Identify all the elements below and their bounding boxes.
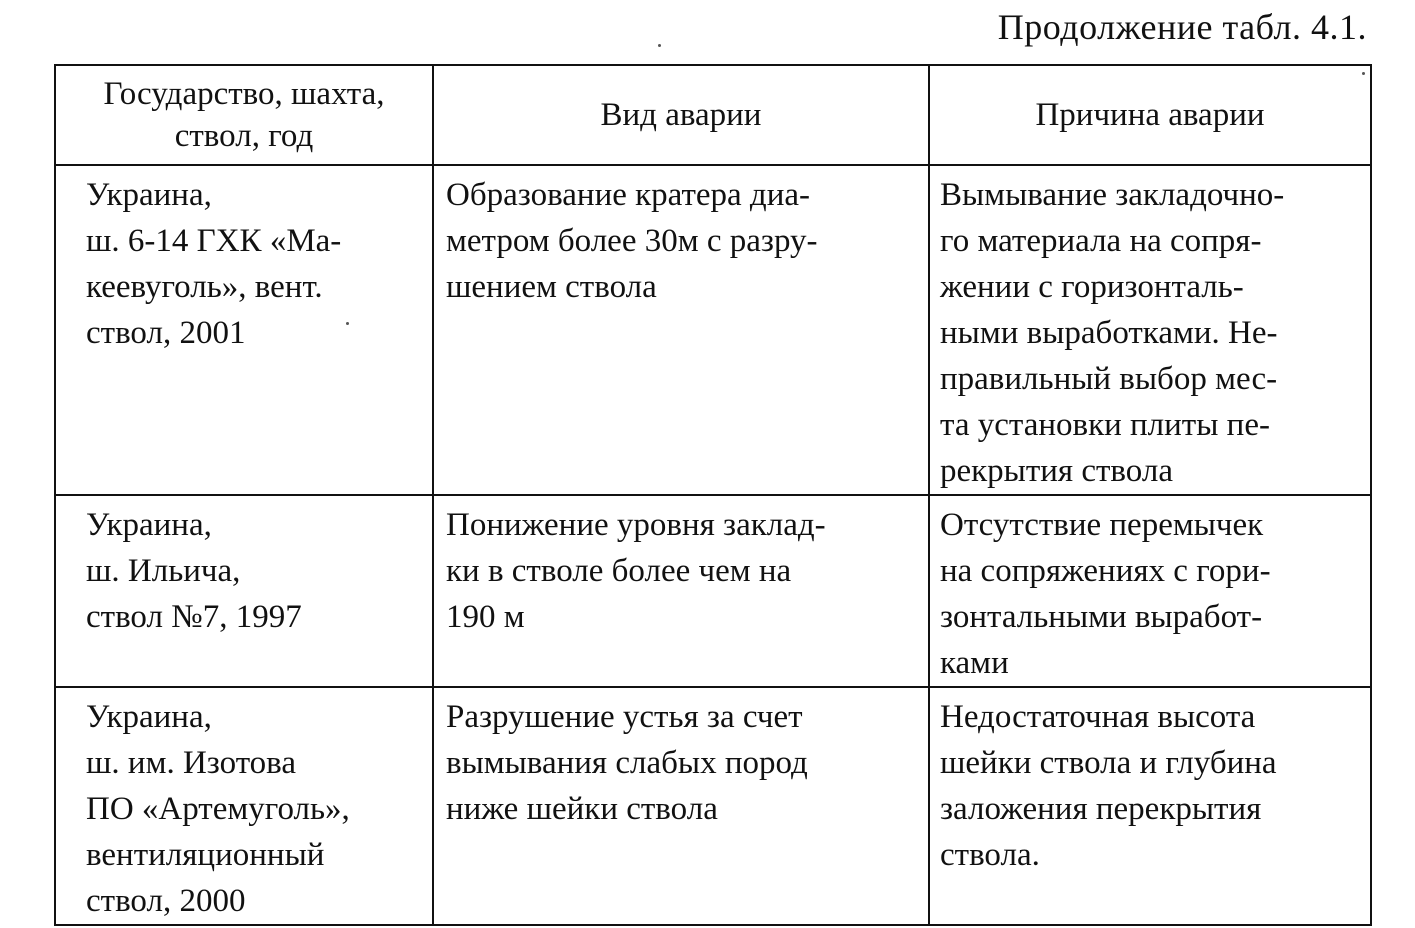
cell-line: ки в стволе более чем на [446, 553, 792, 589]
header-accident-cause [929, 65, 1371, 165]
cell-line: метром более 30м с разру- [446, 223, 818, 259]
table-row [55, 687, 1371, 925]
cell-line: ствола. [940, 837, 1040, 873]
cell-line: го материала на сопря- [940, 223, 1262, 259]
cell-accident-type [433, 495, 929, 687]
header-line: Вид аварии [600, 97, 762, 133]
cell-line: правильный выбор мес- [940, 361, 1278, 397]
cell-accident-type [433, 687, 929, 925]
cell-line: жении с горизонталь- [940, 269, 1244, 305]
cell-line: Разрушение устья за счет [446, 699, 803, 735]
header-line: Государство, шахта, [103, 76, 385, 112]
table-header-row [55, 65, 1371, 165]
cell-line: Недостаточная высота [940, 699, 1256, 735]
header-accident-type [433, 65, 929, 165]
cell-line: Украина, [86, 699, 212, 735]
cell-country-mine [55, 165, 433, 495]
cell-line: рекрытия ствола [940, 453, 1173, 489]
cell-line: зонтальными выработ- [940, 599, 1263, 635]
cell-line: ствол, 2001 [86, 315, 246, 351]
cell-line: та установки плиты пе- [940, 407, 1270, 443]
cell-line: ПО «Артемуголь», [86, 791, 350, 827]
table-row [55, 165, 1371, 495]
cell-line: Понижение уровня заклад- [446, 507, 826, 543]
cell-line: ствол, 2000 [86, 883, 246, 919]
cell-line: на сопряжениях с гори- [940, 553, 1271, 589]
cell-line: ш. Ильича, [86, 553, 241, 589]
cell-line: кеевуголь», вент. [86, 269, 323, 305]
cell-line: ш. 6-14 ГХК «Ма- [86, 223, 342, 259]
cell-line: вымывания слабых пород [446, 745, 808, 781]
cell-line: шейки ствола и глубина [940, 745, 1277, 781]
accident-table [54, 64, 1372, 926]
cell-country-mine [55, 687, 433, 925]
cell-country-mine [55, 495, 433, 687]
cell-line: Образование кратера диа- [446, 177, 810, 213]
cell-line: Украина, [86, 507, 212, 543]
cell-accident-cause [929, 165, 1371, 495]
cell-line: Отсутствие перемычек [940, 507, 1264, 543]
cell-line: Украина, [86, 177, 212, 213]
cell-line: заложения перекрытия [940, 791, 1262, 827]
cell-line: ными выработками. Не- [940, 315, 1278, 351]
table-continuation-caption: Продолжение табл. 4.1. [997, 7, 1367, 47]
cell-line: 190 м [446, 599, 525, 635]
cell-line: ками [940, 645, 1009, 681]
cell-line: ш. им. Изотова [86, 745, 296, 781]
cell-line: ствол №7, 1997 [86, 599, 302, 635]
header-country-mine [55, 65, 433, 165]
cell-line: вентиляционный [86, 837, 325, 873]
cell-accident-cause [929, 687, 1371, 925]
cell-accident-cause [929, 495, 1371, 687]
header-line: ствол, год [174, 118, 314, 154]
table-row [55, 495, 1371, 687]
scan-speck [658, 44, 661, 47]
cell-line: шением ствола [446, 269, 657, 305]
cell-accident-type [433, 165, 929, 495]
header-line: Причина аварии [1035, 97, 1265, 133]
cell-line: Вымывание закладочно- [940, 177, 1285, 213]
cell-line: ниже шейки ствола [446, 791, 718, 827]
